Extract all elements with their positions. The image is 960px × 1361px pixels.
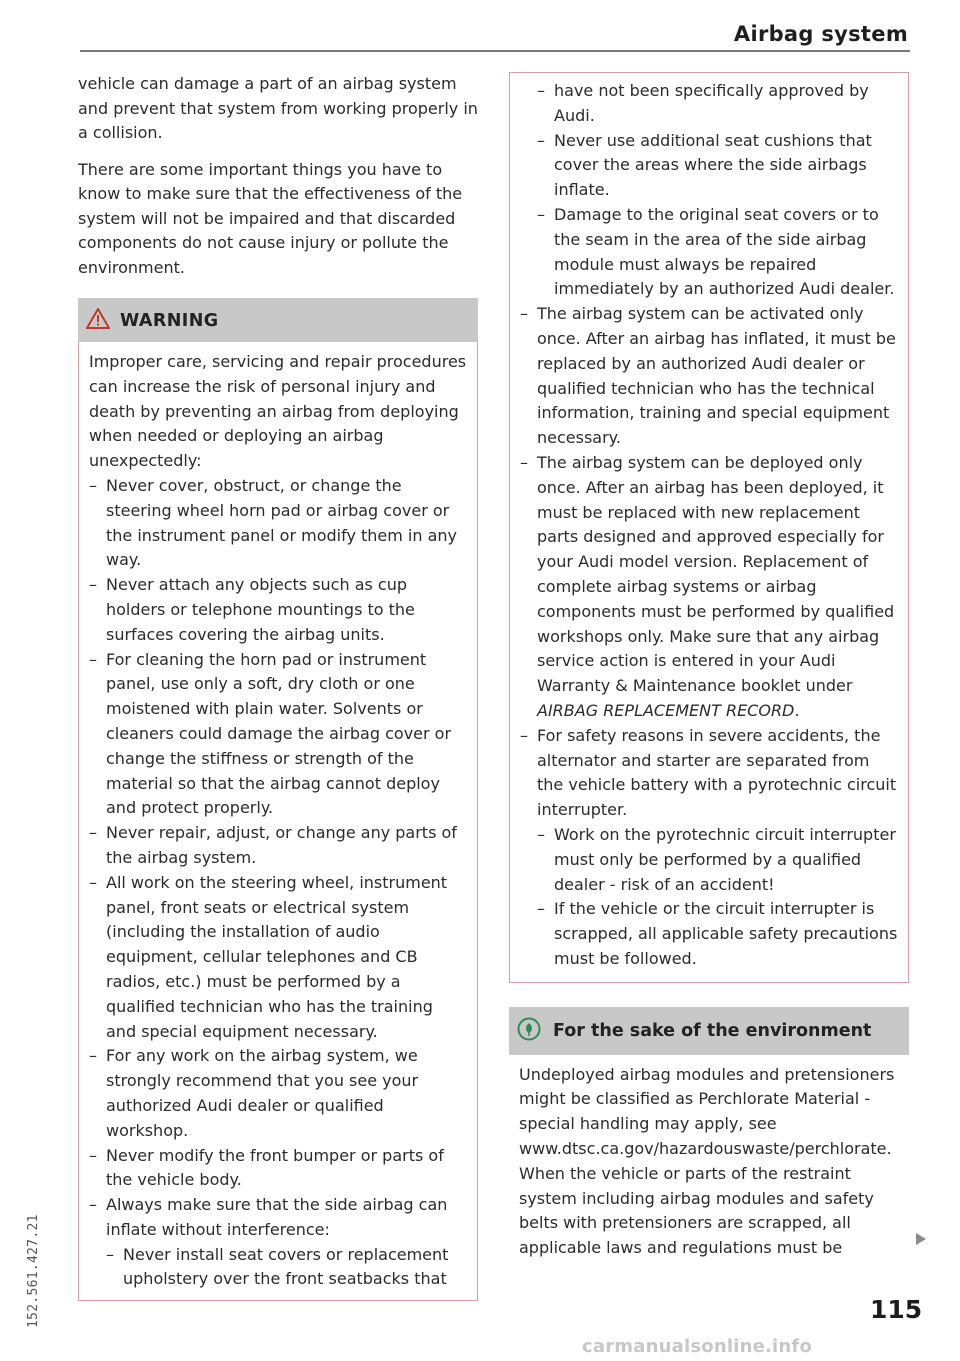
list-item: – Always make sure that the side airbag can inflate without interference: [89, 1193, 467, 1243]
list-item: – Never cover, obstruct, or change the steering wheel horn pad or airbag cover or the instrument panel or modify them in any way. [89, 474, 467, 573]
environment-header [509, 1007, 909, 1055]
leaf-icon [517, 1017, 541, 1046]
warning-triangle-icon [86, 308, 110, 334]
safety-sub-list [520, 823, 898, 972]
list-item: – Never modify the front bumper or parts of the vehicle body. [89, 1144, 467, 1194]
list-item [520, 451, 898, 724]
record-name: AIRBAG REPLACEMENT RECORD [537, 700, 795, 720]
sub-list-item: – If the vehicle or the circuit interrupter is scrapped, all applicable safety precautions must be followed. [537, 897, 898, 971]
left-column [78, 72, 478, 1301]
continue-arrow-icon [916, 1233, 926, 1245]
list-item: – All work on the steering wheel, instrument panel, front seats or electrical system (including the installation of audio equipment, cellular telephones and CB radios, etc.) must be performed by a qualified technician who has the training and special equipment necessary. [89, 871, 467, 1045]
list-item-text: The airbag system can be deployed only once. After an airbag has been deployed, it must be replaced with new replacement parts designed and approved especially for your Audi model version. Replacement of complete airbag systems or airbag components must be performed by qualified workshops only. Make sure that any airbag service action is entered in your Audi Warranty & Maintenance booklet under [537, 452, 895, 696]
warning-list [89, 474, 467, 1243]
intro-paragraph-2: There are some important things you have to know to make sure that the effectiveness of the system will not be impaired and that discarded components do not cause injury or pollute the environment. [78, 159, 463, 277]
sub-list-item-continued [537, 79, 898, 129]
page-number: 115 [870, 1295, 923, 1324]
list-item: – For any work on the airbag system, we strongly recommend that you see your authorized Audi dealer or qualified workshop. [89, 1044, 467, 1143]
intro-paragraph-1: vehicle can damage a part of an airbag system and prevent that system from working properly in a collision. [78, 74, 478, 142]
continued-text: have not been specifically approved by Audi. [554, 81, 869, 125]
warning-list-continued [520, 302, 898, 823]
environment-title: For the sake of the environment [553, 1021, 872, 1042]
warning-intro: Improper care, servicing and repair procedures can increase the risk of personal injury and death by preventing an airbag from deploying when needed or deploying an airbag unexpectedly: [89, 352, 467, 471]
list-item: – For safety reasons in severe accidents, the alternator and starter are separated from the vehicle battery with a pyrotechnic circuit interrupter. [520, 724, 898, 823]
environment-text: Undeployed airbag modules and pretensioners might be classified as Perchlorate Material -special handling may apply, see www.dtsc.ca.gov/hazardouswaste/perchlorate. When the vehicle or parts of the restraint system including airbag modules and safety belts with pretensioners are scrapped, all applicable laws and regulations must be [519, 1064, 895, 1258]
warning-box [78, 298, 478, 1301]
warning-title: WARNING [120, 311, 219, 331]
list-item: – Never attach any objects such as cup holders or telephone mountings to the surfaces covering the airbag units. [89, 573, 467, 647]
sub-list-item: – Never use additional seat cushions that cover the areas where the side airbags inflate. [537, 129, 898, 203]
warning-sub-list-continued [520, 79, 898, 302]
sub-list-item: – Work on the pyrotechnic circuit interrupter must only be performed by a qualified dealer - risk of an accident! [537, 823, 898, 897]
header-divider [80, 50, 910, 52]
list-item: – For cleaning the horn pad or instrument panel, use only a soft, dry cloth or one moistened with plain water. Solvents or cleaners could damage the airbag cover or change the stiffness or strength of the material so that the airbag cannot deploy and protect properly. [89, 648, 467, 822]
list-item-end: . [794, 700, 800, 720]
list-item: – The airbag system can be activated only once. After an airbag has inflated, it must be replaced by an authorized Audi dealer or qualified technician who has the technical information, training and special equipment necessary. [520, 302, 898, 451]
section-title: Airbag system [733, 22, 908, 46]
watermark: carmanualsonline.info [582, 1336, 813, 1357]
side-document-code: 152.561.427.21 [26, 1214, 41, 1328]
sub-list-item: – Damage to the original seat covers or to the seam in the area of the side airbag module must always be repaired immediately by an authorized Audi dealer. [537, 203, 898, 302]
warning-box-continued [509, 72, 909, 983]
warning-body [78, 342, 478, 1301]
environment-body [509, 1055, 909, 1261]
warning-header [78, 298, 478, 342]
warning-sub-list [89, 1243, 467, 1293]
right-column [509, 72, 909, 1261]
sub-list-item: – Never install seat covers or replacement upholstery over the front seatbacks that [106, 1243, 467, 1293]
list-item: – Never repair, adjust, or change any parts of the airbag system. [89, 821, 467, 871]
